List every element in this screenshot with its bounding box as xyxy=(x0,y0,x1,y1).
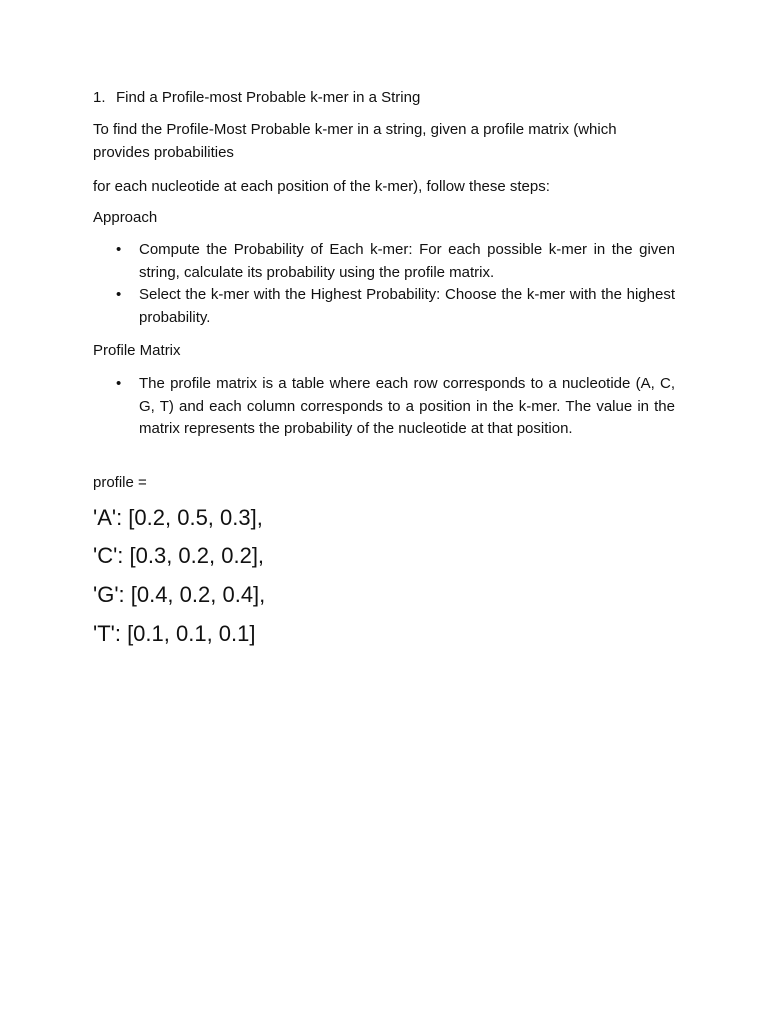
profile-row-g: 'G': [0.4, 0.2, 0.4], xyxy=(93,582,266,607)
list-item xyxy=(93,373,675,441)
list-item xyxy=(93,284,675,329)
intro-paragraph-1: To find the Profile-Most Probable k-mer in a string, given a profile matrix (which provides probabilities xyxy=(93,121,617,161)
profile-row-a: 'A': [0.2, 0.5, 0.3], xyxy=(93,505,263,530)
profile-matrix-heading: Profile Matrix xyxy=(93,342,181,359)
section-heading xyxy=(93,88,420,108)
list-item-text: Compute the Probability of Each k-mer: For each possible k-mer in the given string, calculate its probability using the profile matrix. xyxy=(139,241,675,281)
list-item xyxy=(93,239,675,284)
list-item-text: The profile matrix is a table where each row corresponds to a nucleotide (A, C, G, T) and each column corresponds to a position in the k-mer. The value in the matrix represents the probability of the nucleotide at that position. xyxy=(139,375,675,437)
bullet-icon: • xyxy=(116,241,122,258)
approach-heading: Approach xyxy=(93,209,158,226)
intro-paragraph-2: for each nucleotide at each position of the k-mer), follow these steps: xyxy=(93,178,550,195)
list-item-text: Select the k-mer with the Highest Probability: Choose the k-mer with the highest probability. xyxy=(139,286,675,326)
profile-list xyxy=(93,373,675,441)
profile-row-t: 'T': [0.1, 0.1, 0.1] xyxy=(93,621,256,646)
bullet-icon: • xyxy=(116,375,122,392)
bullet-icon: • xyxy=(116,286,122,303)
profile-label: profile = xyxy=(93,474,147,491)
profile-row-c: 'C': [0.3, 0.2, 0.2], xyxy=(93,543,265,568)
approach-list xyxy=(93,239,675,329)
heading-number: 1. xyxy=(93,89,106,106)
heading-text: Find a Profile-most Probable k-mer in a String xyxy=(116,89,421,106)
